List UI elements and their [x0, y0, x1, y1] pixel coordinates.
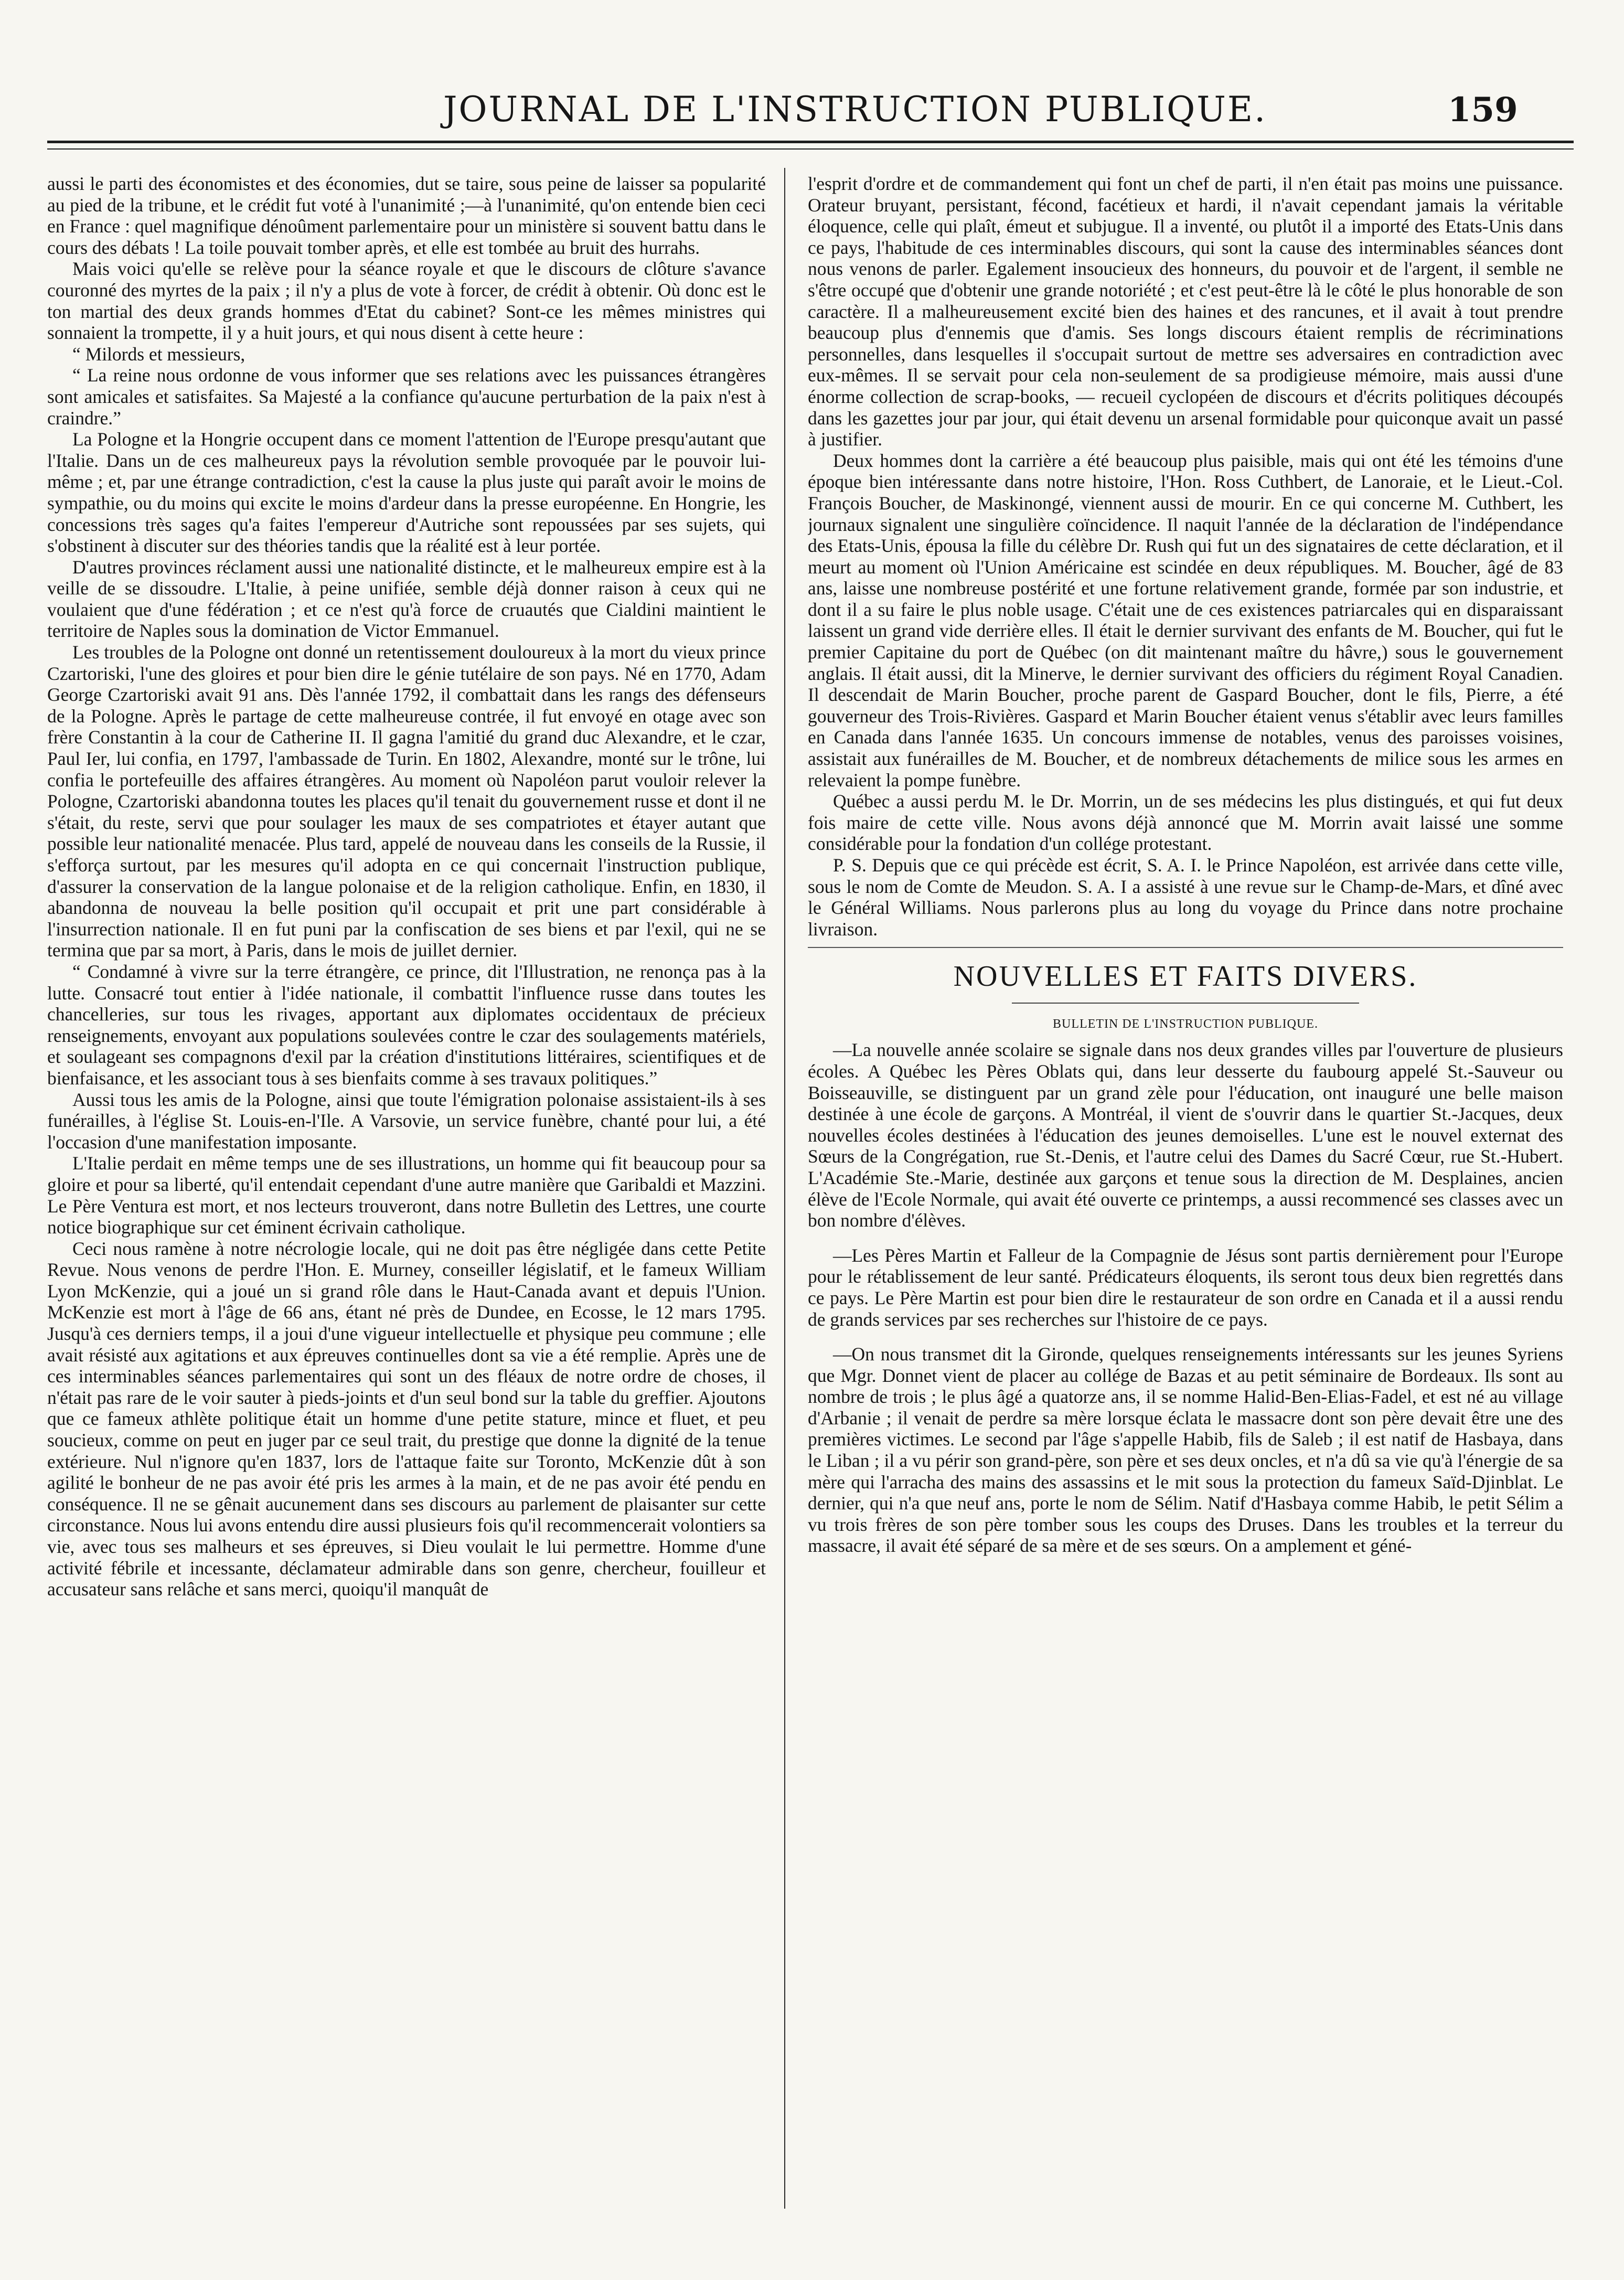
- paragraph: La Pologne et la Hongrie occupent dans ce moment l'attention de l'Europe presqu'autant que l'Italie. Dans un de ces malheureux pays la révolution semble provoquée par le pouvoir lui-même ; et, par une étrange contradiction, c'est la cause la plus juste qui paraît avoir le moins de sympathie, ou du moins qui excite le moins d'ardeur dans la presse européenne. En Hongrie, les concessions très sages qu'a faites l'empereur d'Autriche sont repoussées par ses sujets, qui s'obstinent à discuter sur des théories tandis que la réalité est à leur portée.: [47, 429, 766, 557]
- section-rule: [808, 947, 1563, 948]
- sub-heading: BULLETIN DE L'INSTRUCTION PUBLIQUE.: [1053, 1017, 1318, 1031]
- paragraph: Ceci nous ramène à notre nécrologie locale, qui ne doit pas être négligée dans cette Petite Revue. Nous venons de perdre l'Hon. E. Murney, conseiller législatif, et le fameux William Lyon McKenzie, qui a joué un si grand rôle dans le Haut-Canada avant et depuis l'Union. McKenzie est mort à l'âge de 66 ans, étant né près de Dundee, en Ecosse, le 12 mars 1795. Jusqu'à ces derniers temps, il a joui d'une vigueur intellectuelle et physique peu commune ; elle avait résisté aux agitations et aux épreuves continuelles dont sa vie a été remplie. Après une de ces interminables séances parlementaires qui sont un des fléaux de notre ordre de choses, il n'était pas rare de le voir sauter à pieds-joints et d'un seul bond sur la table du greffier. Ajoutons que ce fameux athlète politique était un homme d'une petite stature, mince et fluet, et peu soucieux, comme on peut en juger par ce seul trait, du prestige que donne la dignité de la tenue extérieure. Nul n'ignore qu'en 1837, lors de l'attaque faite sur Toronto, McKenzie dût à son agilité le bonheur de ne pas avoir été pris les armes à la main, et de ne pas avoir été pendu en conséquence. Il ne se gênait aucunement dans ses discours au parlement de plaisanter sur cette circonstance. Nous lui avons entendu dire aussi plusieurs fois qu'il recommencerait volontiers sa vie, avec tous ses malheurs et ses épreuves, si Dieu voulait le lui permettre. Homme d'une activité fébrile et incessante, déclamateur admirable dans son genre, chercheur, fouilleur et accusateur sans relâche et sans merci, quoiqu'il manquât de: [47, 1238, 766, 1600]
- section-sub-rule: [1012, 1003, 1359, 1004]
- page-header: [0, 0, 1624, 147]
- paragraph: “ Condamné à vivre sur la terre étrangère, ce prince, dit l'Illustration, ne renonça pas à la lutte. Consacré tout entier à l'idée nationale, il combattit l'influence russe dans toutes les chancelleries, sur tous les rivages, apportant aux diplomates occidentaux de précieux renseignements, envoyant aux populations soulevées contre le czar des soulagements matériels, et soulageant ses compagnons d'exil par la création d'institutions littéraires, scientifiques et de bienfaisance, et les associant tous à ses bienfaits comme à ses travaux politiques.”: [47, 961, 766, 1089]
- paragraph: Aussi tous les amis de la Pologne, ainsi que toute l'émigration polonaise assistaient-ils à ses funérailles, à l'église St. Louis-en-l'Ile. A Varsovie, un service funèbre, chanté pour lui, a été l'occasion d'une manifestation imposante.: [47, 1089, 766, 1153]
- news-item: —La nouvelle année scolaire se signale dans nos deux grandes villes par l'ouverture de plusieurs écoles. A Québec les Pères Oblats qui, dans leur desserte du faubourg appelé St.-Sauveur ou Boisseauville, se distinguent par un grand zèle pour l'éducation, ont inauguré une belle maison destinée à une école de garçons. A Montréal, il vient de s'ouvrir dans le quartier St.-Jacques, deux nouvelles écoles destinées à l'éducation des jeunes demoiselles. L'une est le nouvel externat des Sœurs de la Congrégation, rue St.-Denis, et l'autre celui des Dames du Sacré Cœur, rue St.-Hubert. L'Académie Ste.-Marie, destinée aux garçons et tenue sous la direction de M. Desplaines, ancien élève de l'Ecole Normale, qui avait été ouverte ce printemps, a aussi recommencé ses classes avec un bon nombre d'élèves.: [808, 1039, 1563, 1231]
- news-item: —Les Pères Martin et Falleur de la Compagnie de Jésus sont partis dernièrement pour l'Europe pour le rétablissement de leur santé. Prédicateurs éloquents, ils seront tous deux bien regrettés dans ce pays. Le Père Martin est pour bien dire le restaurateur de son ordre en Canada et il a aussi rendu de grands services par ses recherches sur l'histoire de ce pays.: [808, 1244, 1563, 1330]
- left-column: [47, 173, 766, 2209]
- paragraph: “ La reine nous ordonne de vous informer que ses relations avec les puissances étrangères sont amicales et satisfaites. Sa Majesté a la confiance qu'aucune perturbation de la paix n'est à craindre.”: [47, 365, 766, 429]
- paragraph: aussi le parti des économistes et des économies, dut se taire, sous peine de laisser sa popularité au pied de la tribune, et le crédit fut voté à l'unanimité ;—à l'unanimité, qu'on entende bien ceci en France : quel magnifique dénoûment parlementaire pour un ministère si souvent battu dans le cours des débats ! La toile pouvait tomber après, et elle est tombée au bruit des hurrahs.: [47, 173, 766, 258]
- paragraph: Les troubles de la Pologne ont donné un retentissement douloureux à la mort du vieux prince Czartoriski, l'une des gloires et pour bien dire le génie tutélaire de son pays. Né en 1770, Adam George Czartoriski avait 91 ans. Dès l'année 1792, il combattait dans les rangs des défenseurs de la Pologne. Après le partage de cette malheureuse contrée, il fut envoyé en otage avec son frère Constantin à la cour de Catherine II. Il gagna l'amitié du grand duc Alexandre, et le czar, Paul Ier, lui confia, en 1797, l'ambassade de Turin. En 1802, Alexandre, monté sur le trône, lui confia le portefeuille des affaires étrangères. Au moment où Napoléon parut vouloir relever la Pologne, Czartoriski abandonna toutes les places qu'il tenait du gouvernement russe et dont il ne s'était, du reste, servi que pour soulager les maux de ses compatriotes et étayer autant que possible leur nationalité menacée. Plus tard, appelé de nouveau dans les conseils de la Russie, il s'efforça surtout, par les mesures qu'il adopta en ce qui concernait l'instruction publique, d'assurer la conservation de la langue polonaise et de la religion catholique. Enfin, en 1830, il abandonna de nouveau la belle position qu'il occupait et prit une part considérable à l'insurrection nationale. Il en fut puni par la confiscation de ses biens et par l'exil, qui ne se termina que par sa mort, à Paris, dans le mois de juillet dernier.: [47, 642, 766, 961]
- paragraph: D'autres provinces réclament aussi une nationalité distincte, et le malheureux empire est à la veille de se dissoudre. L'Italie, à peine unifiée, semble déjà donner raison à ceux qui ne voulaient que d'une fédération ; et ce n'est qu'à force de cruautés que Cialdini maintient le territoire de Naples sous la domination de Victor Emmanuel.: [47, 556, 766, 642]
- header-rule-thin: [47, 148, 1574, 150]
- paragraph: l'esprit d'ordre et de commandement qui font un chef de parti, il n'en était pas moins une puissance. Orateur bruyant, persistant, fécond, facétieux et hardi, il n'avait cependant jamais la véritable éloquence, celle qui plaît, émeut et subjugue. Il a inventé, ou plutôt il a importé des Etats-Unis dans ce pays, l'habitude de ces interminables discours, qui sont la cause des interminables séances dont nous venons de parler. Egalement insoucieux des honneurs, du pouvoir et de l'argent, il semble ne s'être occupé que d'obtenir une grande notoriété ; et c'est peut-être là le côté le plus honorable de son caractère. Il a malheureusement excité bien des haines et des rancunes, et il avait à tout prendre beaucoup plus d'ennemis que d'amis. Ses longs discours étaient remplis de récriminations personnelles, dans lesquelles il s'occupait surtout de mettre ses adversaires en contradiction avec eux-mêmes. Il se servait pour cela non-seulement de sa prodigieuse mémoire, mais aussi d'une énorme collection de scrap-books, — recueil cyclopéen de discours et d'écrits politiques découpés dans les gazettes jour par jour, qui était devenu un arsenal formidable pour quiconque avait un passé à justifier.: [808, 173, 1563, 450]
- section-title: NOUVELLES ET FAITS DIVERS.: [953, 960, 1418, 993]
- header-rule: [47, 141, 1574, 143]
- paragraph: “ Milords et messieurs,: [72, 343, 245, 365]
- paragraph: Québec a aussi perdu M. le Dr. Morrin, un de ses médecins les plus distingués, et qui fut deux fois maire de cette ville. Nous avons déjà annoncé que M. Morrin avait laissé une somme considérable pour la fondation d'un collége protestant.: [808, 791, 1563, 855]
- spacer: [808, 1231, 1563, 1245]
- paragraph: Mais voici qu'elle se relève pour la séance royale et que le discours de clôture s'avance couronné des myrtes de la paix ; il n'y a plus de vote à forcer, de crédit à obtenir. Où donc est le ton martial des deux grands hommes d'Etat du cabinet? Sont-ce les mêmes ministres qui sonnaient la trompette, il y a huit jours, et qui nous disent à cette heure :: [47, 258, 766, 344]
- paragraph: P. S. Depuis que ce qui précède est écrit, S. A. I. le Prince Napoléon, est arrivée dans cette ville, sous le nom de Comte de Meudon. S. A. I a assisté à une revue sur le Champ-de-Mars, et dîné avec le Général Williams. Nous parlerons plus au long du voyage du Prince dans notre prochaine livraison.: [808, 855, 1563, 940]
- spacer: [808, 1330, 1563, 1344]
- paragraph: L'Italie perdait en même temps une de ses illustrations, un homme qui fit beaucoup pour sa gloire et pour sa liberté, qu'il entendait cependant d'une autre manière que Garibaldi et Mazzini. Le Père Ventura est mort, et nos lecteurs trouveront, dans notre Bulletin des Lettres, une courte notice biographique sur cet éminent écrivain catholique.: [47, 1153, 766, 1238]
- news-item: —On nous transmet dit la Gironde, quelques renseignements intéressants sur les jeunes Syriens que Mgr. Donnet vient de placer au collége de Bazas et au petit séminaire de Bordeaux. Ils sont au nombre de trois ; le plus âgé a quatorze ans, il se nomme Halid-Ben-Elias-Fadel, et est né au village d'Arbanie ; il venait de perdre sa mère lorsque éclata le massacre dont son père devait être une des premières victimes. Le second par l'âge s'appelle Habib, fils de Saleb ; il est natif de Hasbaya, dans le Liban ; il a vu périr son grand-père, son père et ses deux oncles, et n'a dû sa vie qu'à l'énergie de sa mère qui l'arracha des mains des assassins et le mit sous la protection du fameux Saïd-Djinblat. Le dernier, qui n'a que neuf ans, porte le nom de Sélim. Natif d'Hasbaya comme Habib, le petit Sélim a vu trois frères de son père tomber sous les coups des Druses. Dans les troubles et la terreur du massacre, il avait été séparé de sa mère et de ses sœurs. On a amplement et géné-: [808, 1344, 1563, 1557]
- right-column: [808, 173, 1563, 2209]
- column-divider: [784, 168, 785, 2209]
- running-title: JOURNAL DE L'INSTRUCTION PUBLIQUE.: [443, 89, 1267, 130]
- page-number: 159: [1448, 90, 1518, 130]
- paragraph: Deux hommes dont la carrière a été beaucoup plus paisible, mais qui ont été les témoins d'une époque bien intéressante dans notre histoire, l'Hon. Ross Cuthbert, de Lanoraie, et le Lieut.-Col. François Boucher, de Maskinongé, viennent aussi de mourir. En ce qui concerne M. Cuthbert, les journaux signalent une singulière coïncidence. Il naquit l'année de la déclaration de l'indépendance des Etats-Unis, épousa la fille du célèbre Dr. Rush qui fut un des signataires de cette déclaration, et il meurt au moment où l'Union Américaine est scindée en deux républiques. M. Boucher, âgé de 83 ans, laisse une nombreuse postérité et une fortune relativement grande, formée par son industrie, et dont il a su faire le plus noble usage. C'était une de ces existences patriarcales qui en disparaissant laissent un grand vide derrière elles. Il était le dernier survivant des enfants de M. Boucher, qui fut le premier Capitaine du port de Québec (on dit maintenant maître du hâvre,) sous le gouvernement anglais. Il était aussi, dit la Minerve, le dernier survivant des officiers du régiment Royal Canadien. Il descendait de Marin Boucher, proche parent de Gaspard Boucher, dont le fils, Pierre, a été gouverneur des Trois-Rivières. Gaspard et Marin Boucher étaient venus s'établir avec leurs familles en Canada dans l'année 1635. Un concours immense de notables, venus des paroisses voisines, assistait aux funérailles de M. Boucher, et de nombreux détachements de milice sous les armes en relevaient la pompe funèbre.: [808, 450, 1563, 791]
